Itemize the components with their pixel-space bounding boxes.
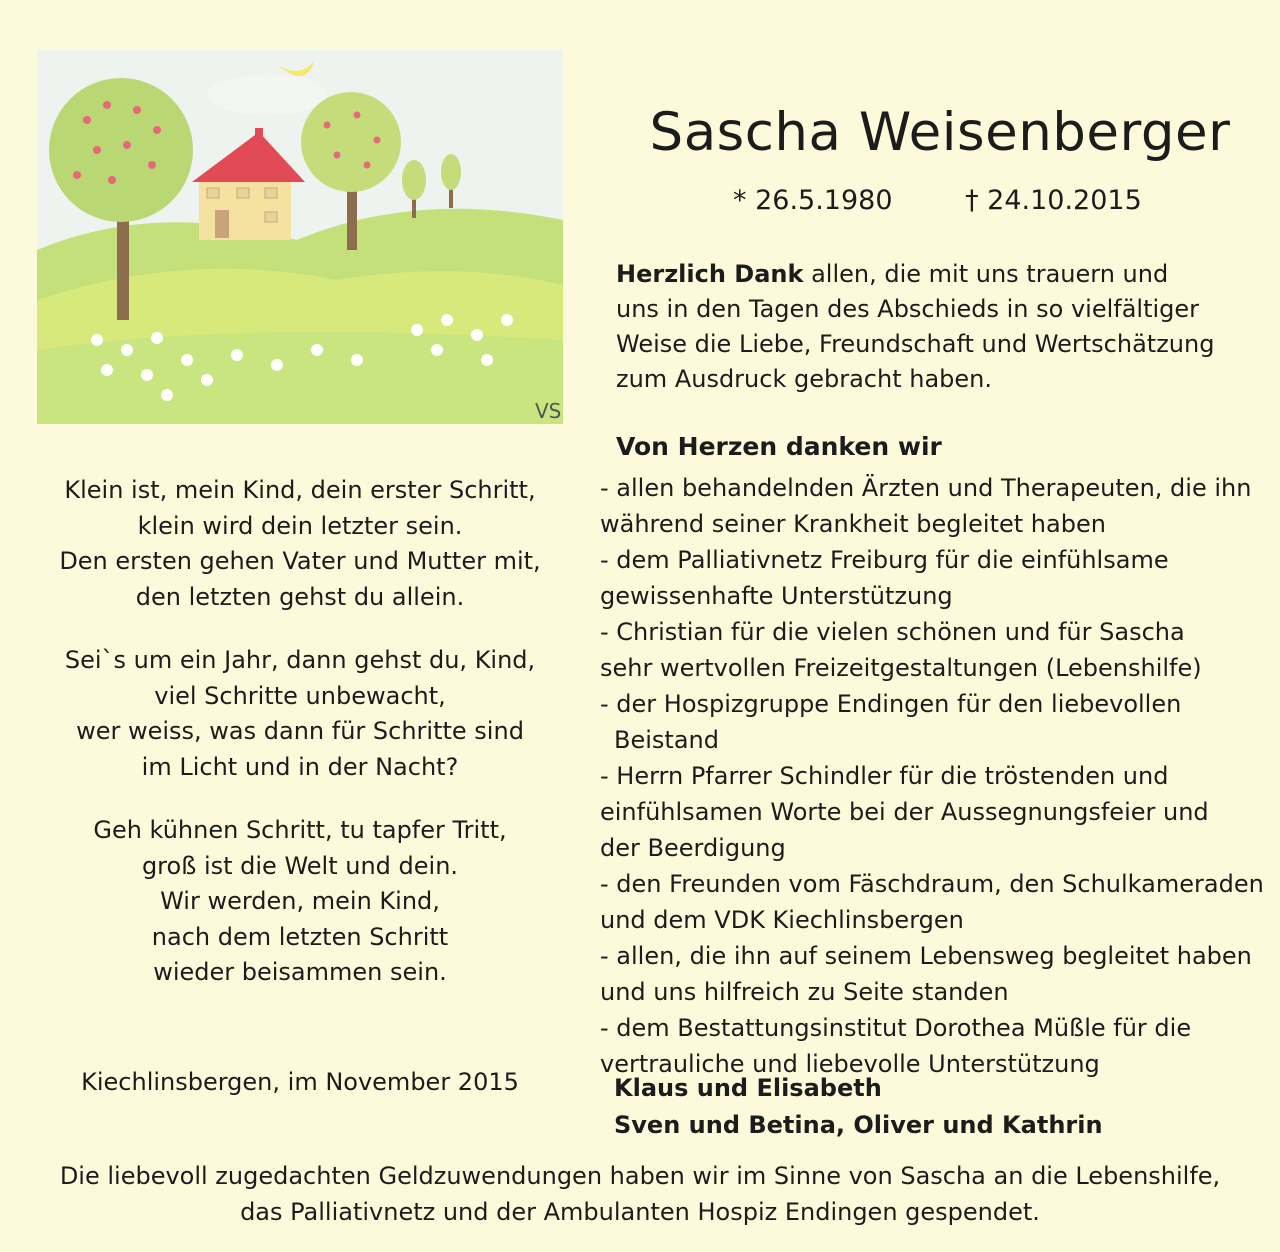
window: [265, 212, 277, 222]
place-and-date: Kiechlinsbergen, im November 2015: [81, 1068, 519, 1096]
poem-line: im Licht und in der Nacht?: [141, 752, 459, 781]
thanks-item-line: sehr wertvollen Freizeitgestaltungen (Lebenshilfe): [600, 654, 1202, 682]
illustration-svg: [37, 50, 563, 424]
thanks-item-line: - Herrn Pfarrer Schindler für die tröstenden und: [600, 762, 1169, 790]
thanks-item-line: während seiner Krankheit begleitet haben: [600, 510, 1106, 538]
thanks-item-line: - Christian für die vielen schönen und für Sascha: [600, 618, 1185, 646]
thanks-intro: [616, 257, 1266, 397]
thanks-item: [600, 542, 1270, 614]
poem-stanza: [40, 813, 560, 991]
left-tree-crown: [49, 78, 193, 222]
signature-line: Klaus und Elisabeth: [614, 1074, 882, 1102]
house-door: [215, 210, 229, 238]
thanks-item: [600, 614, 1270, 686]
poem: [40, 473, 560, 1019]
signature: [614, 1070, 1103, 1144]
thanks-item-line: und dem VDK Kiechlinsbergen: [600, 906, 964, 934]
thanks-intro-line: [616, 257, 1266, 292]
poem-line: Geh kühnen Schritt, tu tapfer Tritt,: [93, 816, 507, 844]
thanks-item: [600, 686, 1270, 758]
thanks-item-line: der Beerdigung: [600, 834, 786, 862]
right-tree-crown: [301, 92, 401, 192]
chimney: [255, 128, 263, 146]
birth-date: * 26.5.1980: [733, 185, 893, 216]
donation-note: [40, 1158, 1240, 1230]
deceased-name: Sascha Weisenberger: [649, 102, 1231, 163]
poem-line: Klein ist, mein Kind, dein erster Schritt,: [64, 476, 536, 504]
cloud: [207, 75, 327, 115]
thanks-item-line: einfühlsamen Worte bei der Aussegnungsfeier und: [600, 798, 1209, 826]
poem-line: wieder beisammen sein.: [153, 958, 447, 986]
poem-line: groß ist die Welt und dein.: [141, 851, 459, 880]
poem-line: wer weiss, was dann für Schritte sind: [76, 717, 524, 745]
thanks-list: [600, 470, 1270, 1082]
small-tree-crown: [402, 160, 426, 200]
donation-note-line: das Palliativnetz und der Ambulanten Hospiz Endingen gespendet.: [240, 1198, 1040, 1226]
thanks-item: [600, 470, 1270, 542]
death-date: † 24.10.2015: [965, 185, 1142, 216]
thanks-intro-line: zum Ausdruck gebracht haben.: [616, 365, 992, 393]
thanks-item-line: - der Hospizgruppe Endingen für den liebevollen Beistand: [600, 690, 1182, 754]
poem-line: den letzten gehst du allein.: [135, 582, 465, 611]
thanks-item: [600, 758, 1270, 866]
thanks-intro-line: uns in den Tagen des Abschieds in so vielfältiger: [616, 295, 1200, 323]
thanks-intro-line: Weise die Liebe, Freundschaft und Wertschätzung: [616, 330, 1215, 358]
artist-monogram: VS: [535, 399, 562, 423]
window: [265, 188, 277, 198]
thanks-intro-text: allen, die mit uns trauern und: [811, 260, 1169, 288]
thanks-item-line: - allen behandelnden Ärzten und Therapeuten, die ihn: [600, 474, 1252, 502]
donation-note-line: Die liebevoll zugedachten Geldzuwendungen haben wir im Sinne von Sascha an die Lebenshilfe,: [59, 1162, 1221, 1190]
poem-stanza: [40, 643, 560, 785]
thanks-intro-bold: Herzlich Dank: [616, 260, 804, 288]
poem-line: Den ersten gehen Vater und Mutter mit,: [59, 547, 541, 575]
thanks-heading: Von Herzen danken wir: [616, 432, 942, 461]
thanks-item-line: - dem Bestattungsinstitut Dorothea Müßle für die: [600, 1014, 1192, 1042]
thanks-item: [600, 866, 1270, 938]
poem-line: Wir werden, mein Kind,: [160, 887, 440, 915]
poem-line: nach dem letzten Schritt: [151, 922, 449, 951]
thanks-item-line: - allen, die ihn auf seinem Lebensweg begleitet haben: [600, 942, 1252, 970]
life-dates: [733, 185, 1142, 216]
thanks-item-line: - dem Palliativnetz Freiburg für die einfühlsame: [600, 546, 1169, 574]
small-tree-crown: [441, 154, 461, 190]
poem-line: viel Schritte unbewacht,: [154, 681, 446, 710]
poem-line: Sei`s um ein Jahr, dann gehst du, Kind,: [64, 646, 536, 674]
window: [207, 188, 219, 198]
thanks-item-line: und uns hilfreich zu Seite standen: [600, 978, 1009, 1006]
poem-line: klein wird dein letzter sein.: [137, 511, 463, 540]
thanks-item-line: - den Freunden vom Fäschdraum, den Schulkameraden: [600, 870, 1264, 898]
thanks-item: [600, 938, 1270, 1010]
meadow-house-illustration: [37, 50, 563, 424]
signature-line: Sven und Betina, Oliver und Kathrin: [614, 1111, 1103, 1139]
foreground-grass: [37, 332, 563, 424]
house-wall: [199, 178, 291, 240]
thanks-item-line: vertrauliche und liebevolle Unterstützung: [600, 1050, 1100, 1078]
poem-stanza: [40, 473, 560, 615]
thanks-item-line: gewissenhafte Unterstützung: [600, 582, 953, 610]
window: [237, 188, 249, 198]
